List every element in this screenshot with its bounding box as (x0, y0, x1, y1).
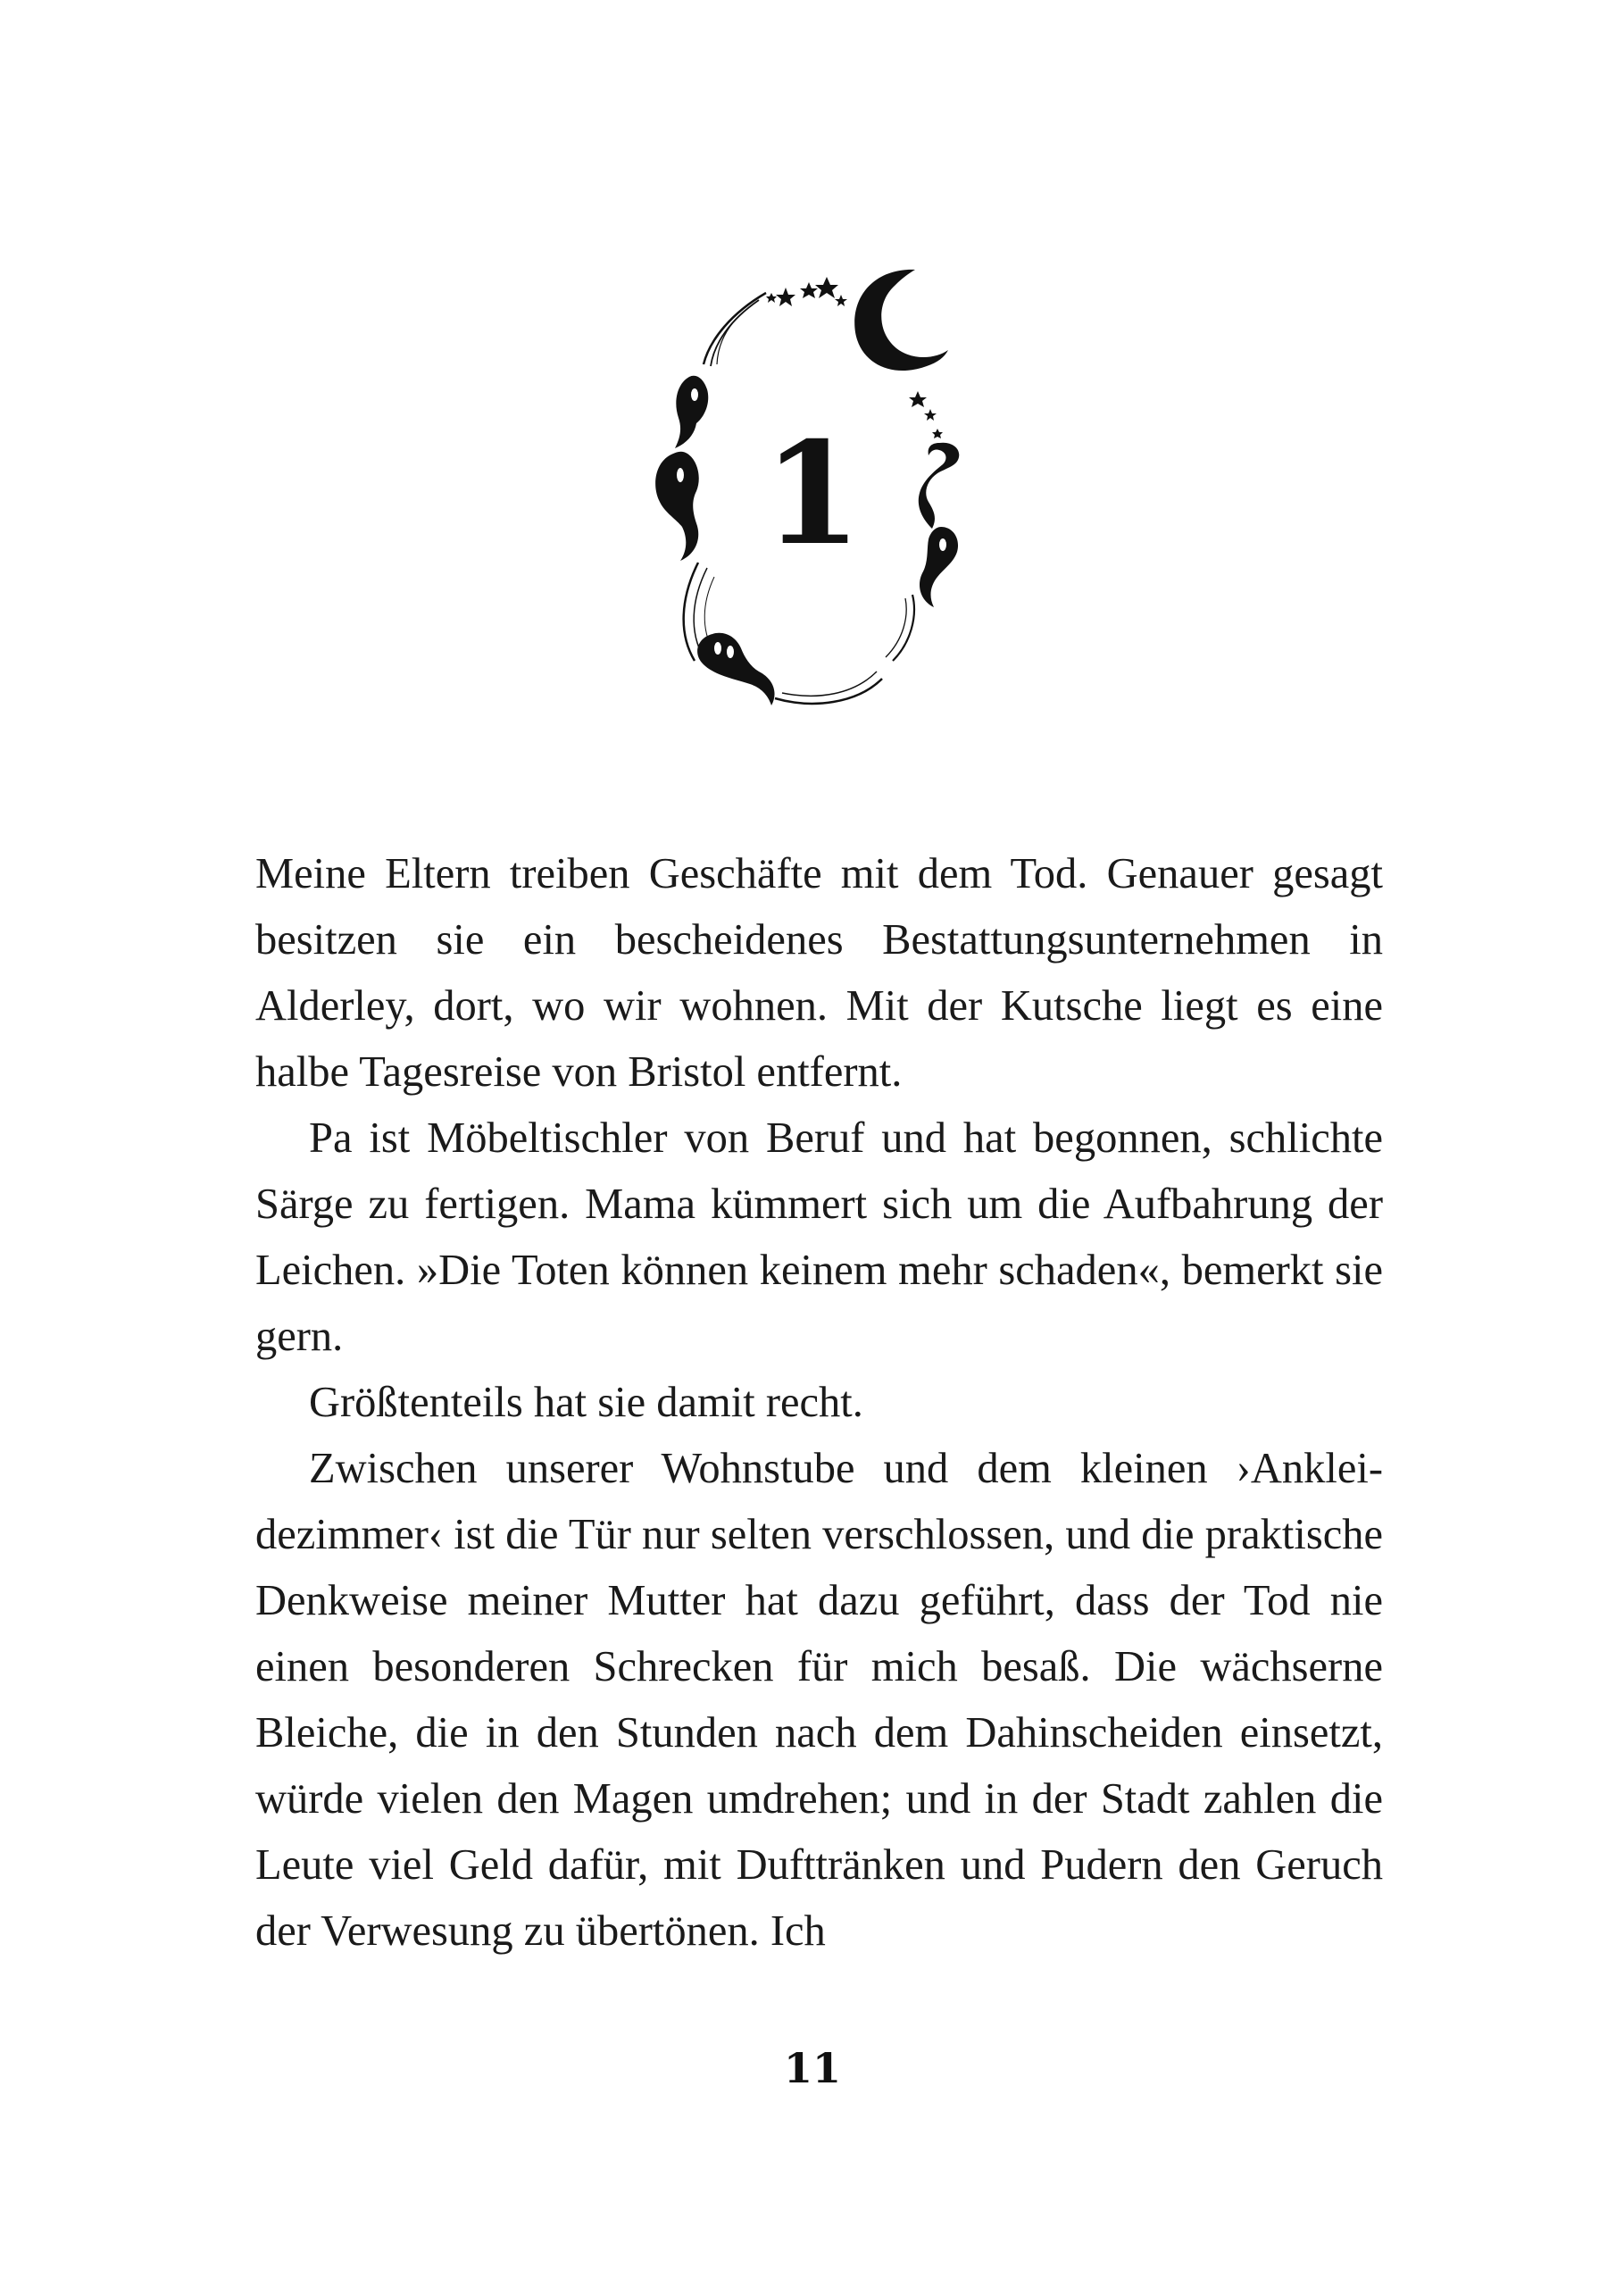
page-number: 11 (783, 2044, 841, 2092)
star-icon (766, 277, 847, 306)
body-text (255, 841, 1383, 1965)
paragraph: Zwischen unserer Wohnstube und dem kleinen ›Ankleidezimmer‹ ist die Tür nur selten verschlossen, und die praktische Denkweise meiner Mutter hat dazu geführt, dass der Tod nie einen besonderen Schrecken für mich besaß. Die wächserne Bleiche, die in den Stunden nach dem Dahinscheiden einsetzt, würde vielen den Magen umdrehen; und in der Stadt zahlen die Leute viel Geld dafür, mit Dufttränken und Pudern den Geruch der Verwesung zu übertönen. Ich (255, 1445, 1383, 1955)
moon-icon (854, 270, 948, 371)
paragraph: Pa ist Möbeltischler von Beruf und hat begonnen, schlichte Särge zu fertigen. Mama kümmert sich um die Aufbahrung der Leichen. »Die Toten können keinem mehr schaden«, bemerkt sie gern. (255, 1114, 1383, 1360)
ghost-icon (697, 633, 774, 705)
chapter-number: 1 (763, 412, 862, 577)
paragraph: Größtenteils hat sie damit recht. (309, 1379, 863, 1426)
paragraph: Meine Eltern treiben Geschäfte mit dem Tod. Genauer gesagt besitzen sie ein bescheidenes Bestattungsunternehmen in Alderley, dort, wo wir wohnen. Mit der Kutsche liegt es eine halbe Tagesreise von Bristol entfernt. (255, 850, 1383, 1096)
